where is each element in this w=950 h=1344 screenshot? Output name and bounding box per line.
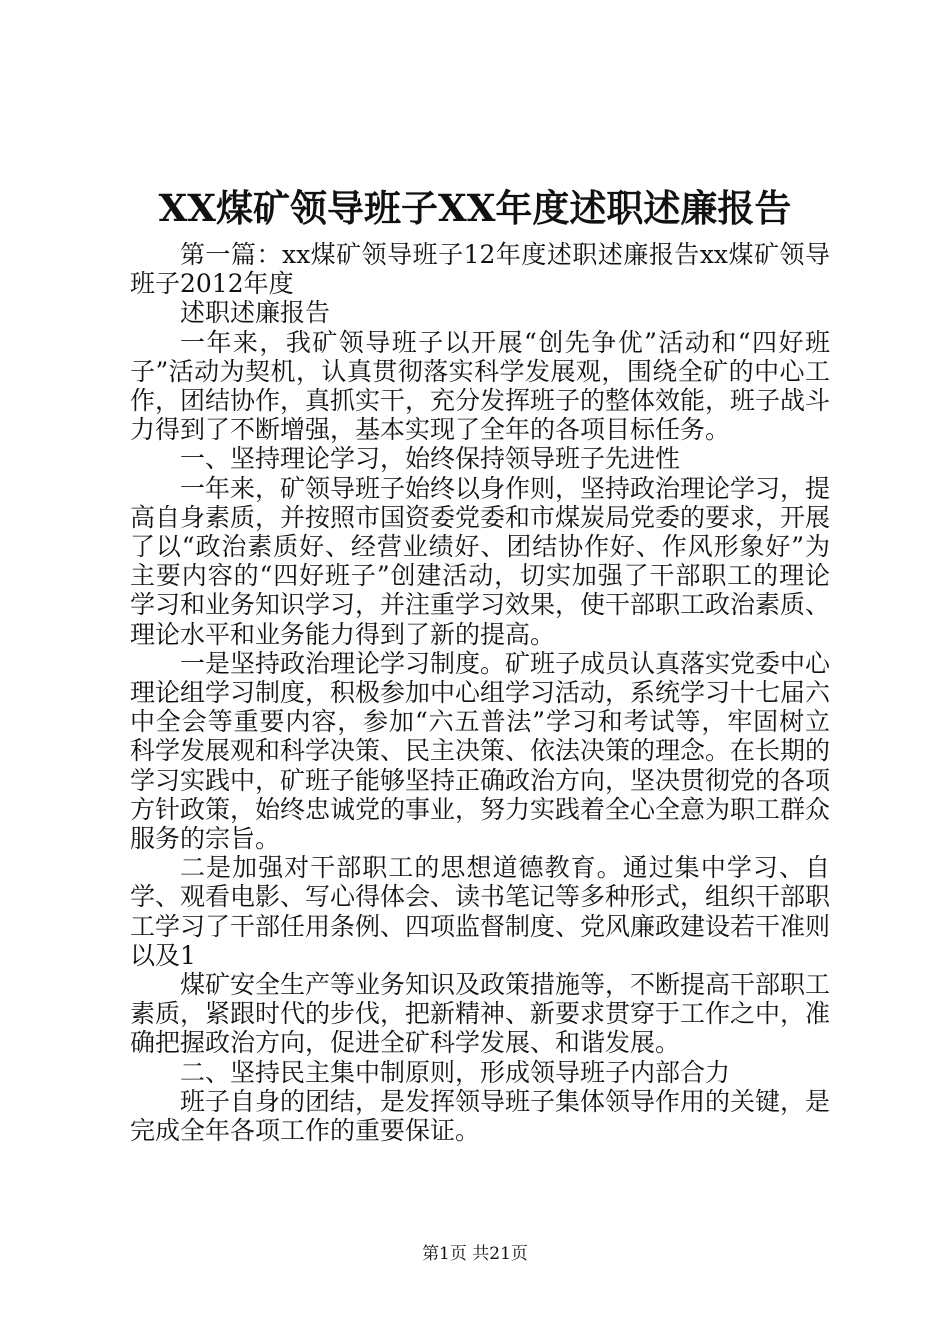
paragraph-intro: 一年来，我矿领导班子以开展“创先争优”活动和“四好班子”活动为契机，认真贯彻落实科学发展观，围绕全矿的中心工作，团结协作，真抓实干，充分发挥班子的整体效能，班子战斗力得到了不断增强，基本实现了全年的各项目标任务。 xyxy=(130,327,831,445)
section-heading-1: 一、坚持理论学习，始终保持领导班子先进性 xyxy=(180,444,681,474)
paragraph-heading-line: 第一篇：xx煤矿领导班子12年度述职述廉报告xx煤矿领导班子2012年度 xyxy=(130,240,830,299)
paragraph-section2-intro: 班子自身的团结，是发挥领导班子集体领导作用的关键，是完成全年各项工作的重要保证。 xyxy=(130,1086,831,1146)
page-footer: 第1页 共21页 xyxy=(422,1244,528,1264)
document-title: XX煤矿领导班子XX年度述职述廉报告 xyxy=(158,186,792,230)
section-heading-2: 二、坚持民主集中制原则，形成领导班子内部合力 xyxy=(180,1057,731,1087)
paragraph-point-2: 二是加强对干部职工的思想道德教育。通过集中学习、自学、观看电影、写心得体会、读书笔记等多种形式，组织干部职工学习了干部任用条例、四项监督制度、党风廉政建设若干准则以及1 xyxy=(130,853,831,970)
document-body xyxy=(130,240,830,1145)
paragraph-section1-intro: 一年来，矿领导班子始终以身作则，坚持政治理论学习，提高自身素质，并按照市国资委党委和市煤炭局党委的要求，开展了以“政治素质好、经营业绩好、团结协作好、作风形象好”为主要内容的“四好班子”创建活动，切实加强了干部职工的理论学习和业务知识学习，并注重学习效果，使干部职工政治素质、理论水平和业务能力得到了新的提高。 xyxy=(130,473,831,649)
paragraph-continuation: 煤矿安全生产等业务知识及政策措施等，不断提高干部职工素质，紧跟时代的步伐，把新精神、新要求贯穿于工作之中，准确把握政治方向，促进全矿科学发展、和谐发展。 xyxy=(130,970,831,1058)
paragraph-point-1: 一是坚持政治理论学习制度。矿班子成员认真落实党委中心理论组学习制度，积极参加中心组学习活动，系统学习十七届六中全会等重要内容，参加“六五普法”学习和考试等，牢固树立科学发展观和科学决策、民主决策、依法决策的理念。在长期的学习实践中，矿班子能够坚持正确政治方向，坚决贯彻党的各项方针政策，始终忠诚党的事业，努力实践着全心全意为职工群众服务的宗旨。 xyxy=(130,648,831,854)
paragraph-subtitle: 述职述廉报告 xyxy=(180,298,331,328)
